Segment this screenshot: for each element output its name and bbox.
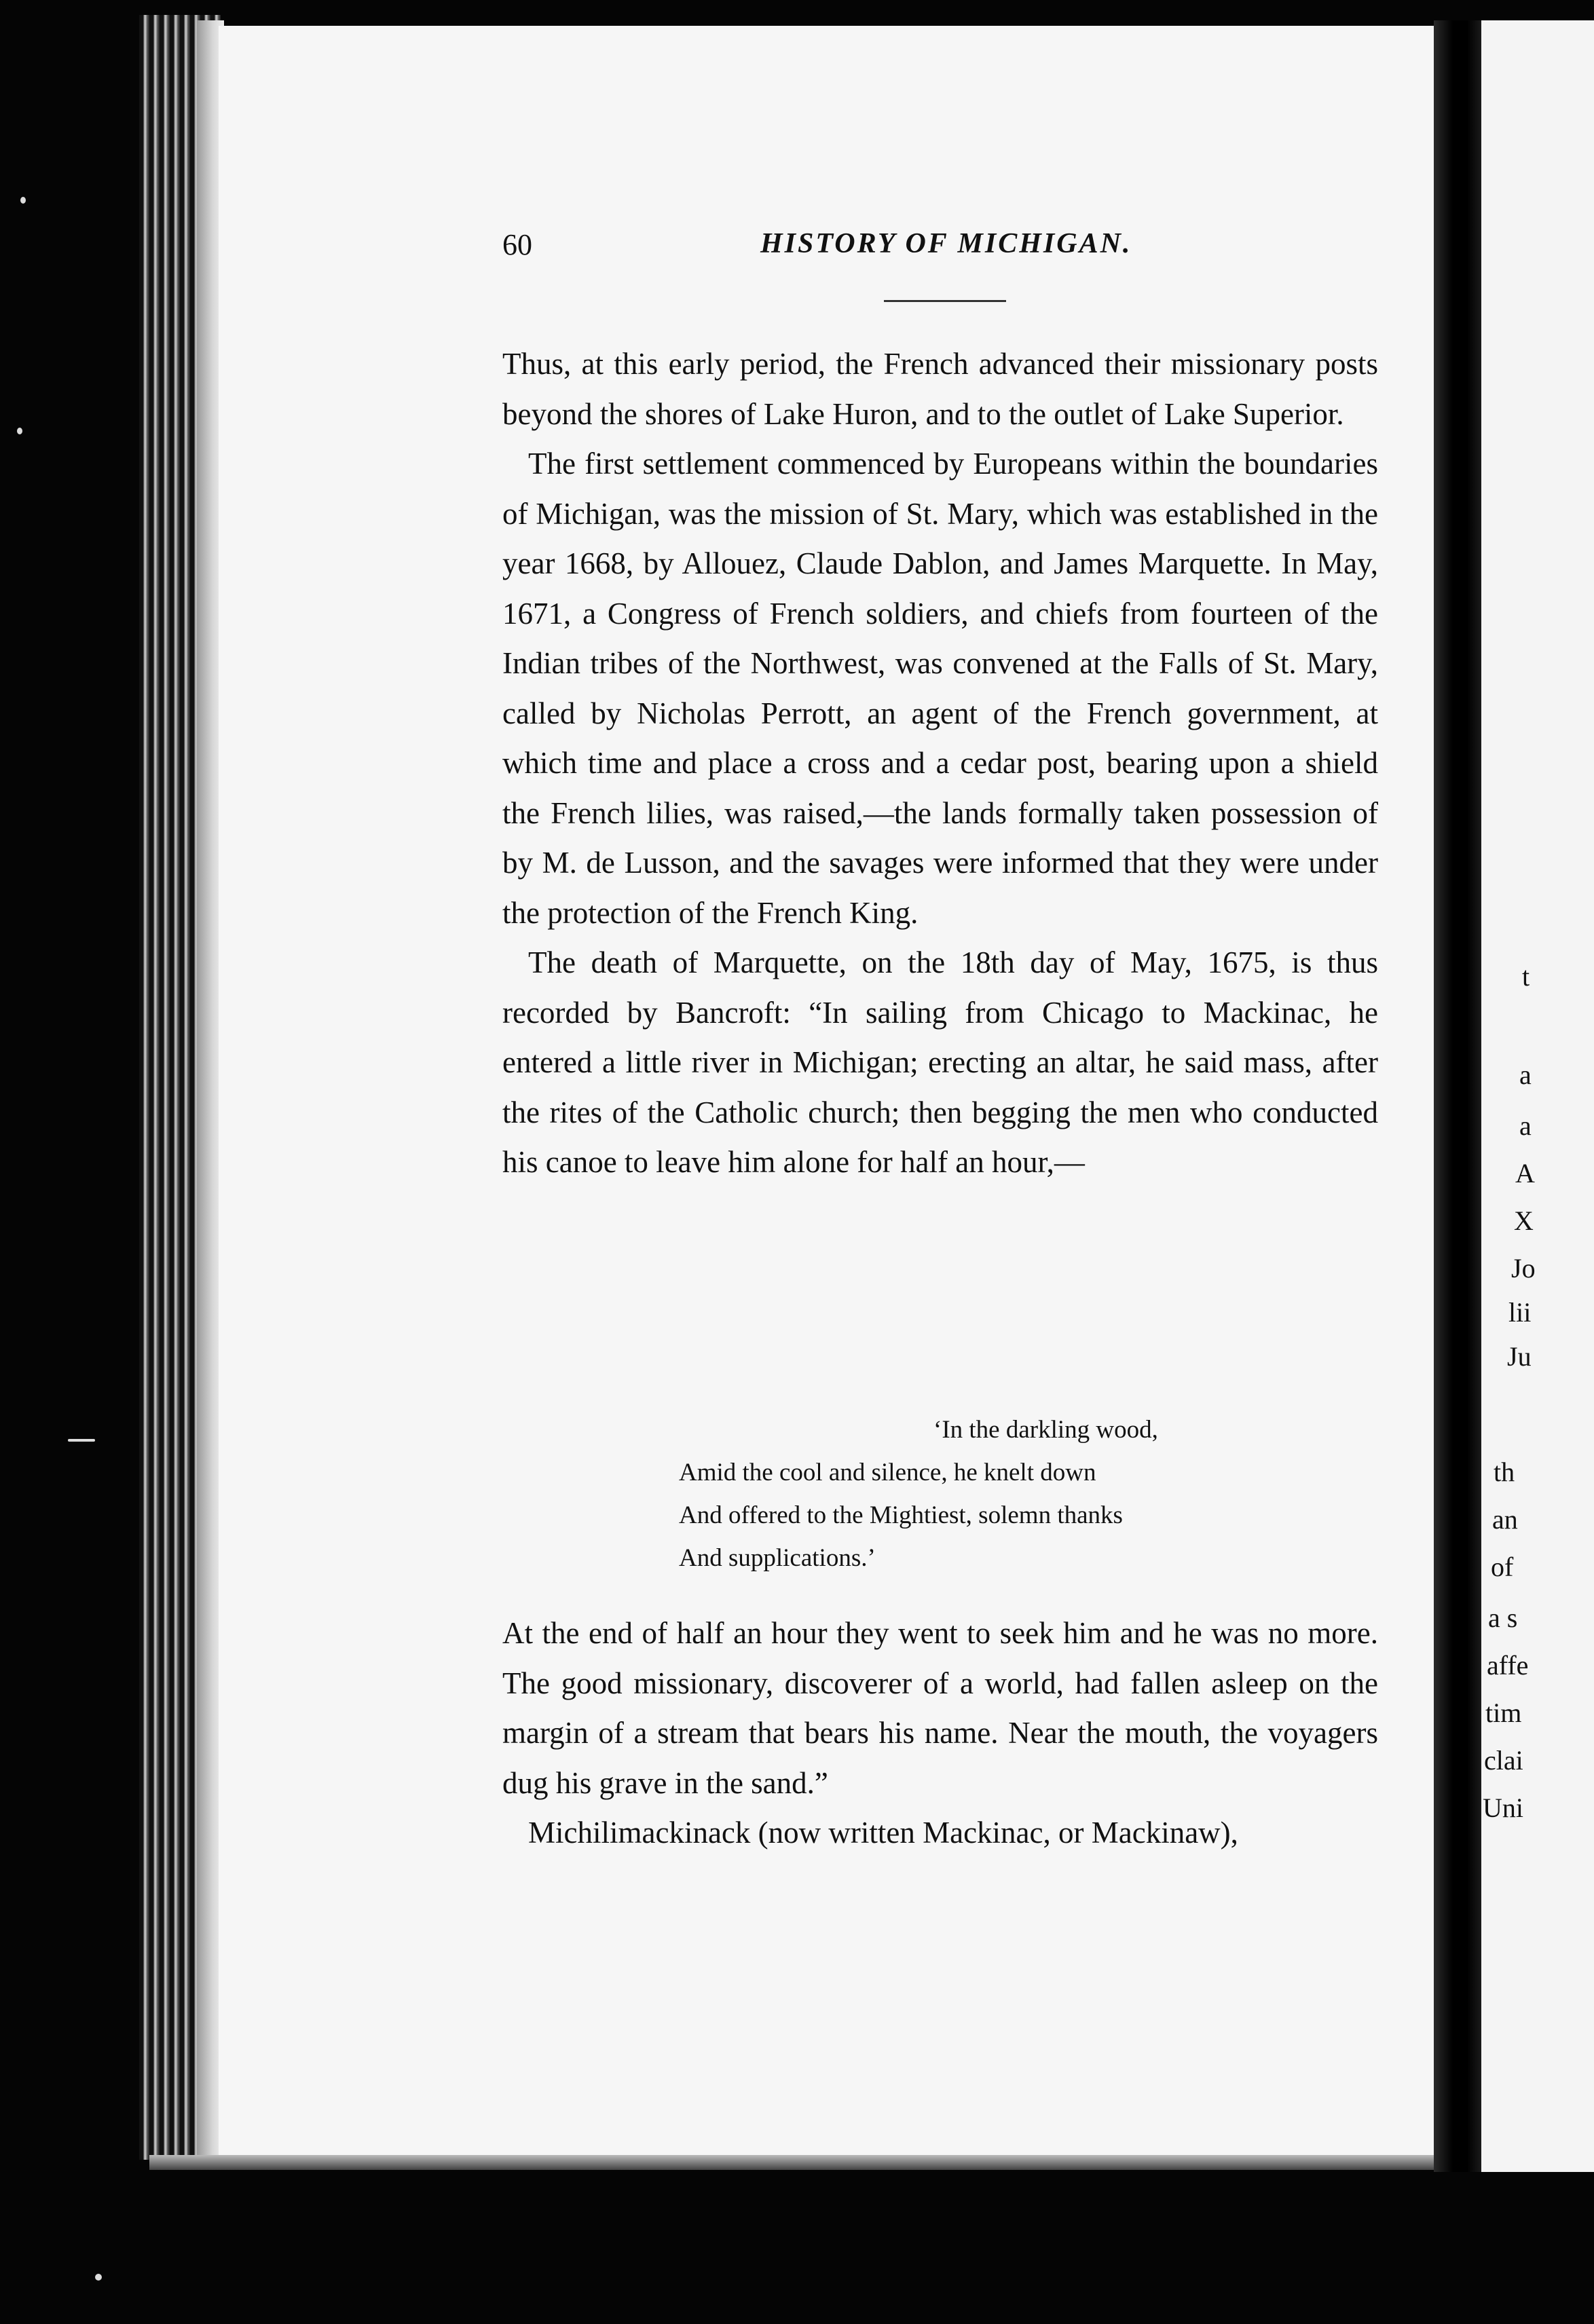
poem-quotation [679,1408,1290,1579]
dust-speck [17,428,22,434]
body-text [502,339,1378,1188]
poem-line: And offered to the Mightiest, solemn thanks [679,1501,1123,1529]
facing-fragment: th [1494,1457,1515,1487]
facing-page [1481,20,1594,2172]
poem-line: And supplications.’ [679,1544,876,1572]
running-head [502,227,1385,268]
facing-fragment: Uni [1483,1793,1523,1823]
book-spine [1434,20,1481,2172]
facing-fragment: a s [1488,1603,1518,1633]
dust-speck [95,2274,102,2281]
page-bottom-edge [149,2155,1436,2170]
paragraph: At the end of half an hour they went to seek him and he was no more. The good missionary, discoverer of a world, had fallen asleep on the margin of a stream that bears his name. Near the mouth, the voyagers dug his grave in the sand.” [502,1616,1378,1800]
facing-fragment: clai [1484,1745,1523,1776]
facing-fragment: an [1492,1504,1518,1535]
facing-fragment: Ju [1507,1341,1532,1372]
facing-fragment: tim [1485,1698,1522,1728]
header-rule [884,300,1006,302]
paragraph: Thus, at this early period, the French advanced their missionary posts beyond the shores of Lake Huron, and to the outlet of Lake Superior. [502,347,1378,431]
paragraph: Michilimackinack (now written Mackinac, or Mackinaw), [528,1816,1238,1850]
facing-fragment: Jo [1511,1253,1536,1283]
poem-line: ‘In the darkling wood, [933,1416,1158,1444]
facing-fragment: A [1515,1158,1535,1188]
dust-speck [68,1439,95,1442]
page-number: 60 [502,228,532,261]
paragraph: The first settlement commenced by Europeans within the boundaries of Michigan, was the mission of St. Mary, which was established in the year 1668, by Allouez, Claude Dablon, and James Marquette. In May, 1671, a Congress of French soldiers, and chiefs from fourteen of the Indian tribes of the Northwest, was convened at the Falls of St. Mary, called by Nicholas Perrott, an agent of the French government, at which time and place a cross and a cedar post, bearing upon a shield the French lilies, was raised,—the lands formally taken possession of by M. de Lusson, and the savages were informed that they were under the protection of the French King. [502,447,1378,930]
facing-fragment: of [1491,1552,1514,1582]
facing-fragment: affe [1487,1650,1529,1681]
body-text-continued [502,1609,1378,1858]
facing-fragment: a [1519,1060,1532,1090]
paragraph: The death of Marquette, on the 18th day of May, 1675, is thus recorded by Bancroft: “In sailing from Chicago to Mackinac, he entered a little river in Michigan; erecting an altar, he said mass, after the rites of the Catholic church; then begging the men who conducted his canoe to leave him alone for half an hour,— [502,945,1378,1179]
facing-fragment: X [1514,1205,1534,1236]
dust-speck [20,197,26,204]
facing-fragment: a [1519,1110,1532,1141]
page-title: HISTORY OF MICHIGAN. [760,228,1132,259]
facing-fragment: lii [1508,1297,1532,1328]
poem-line: Amid the cool and silence, he knelt down [679,1459,1096,1486]
facing-fragment: t [1522,961,1530,992]
